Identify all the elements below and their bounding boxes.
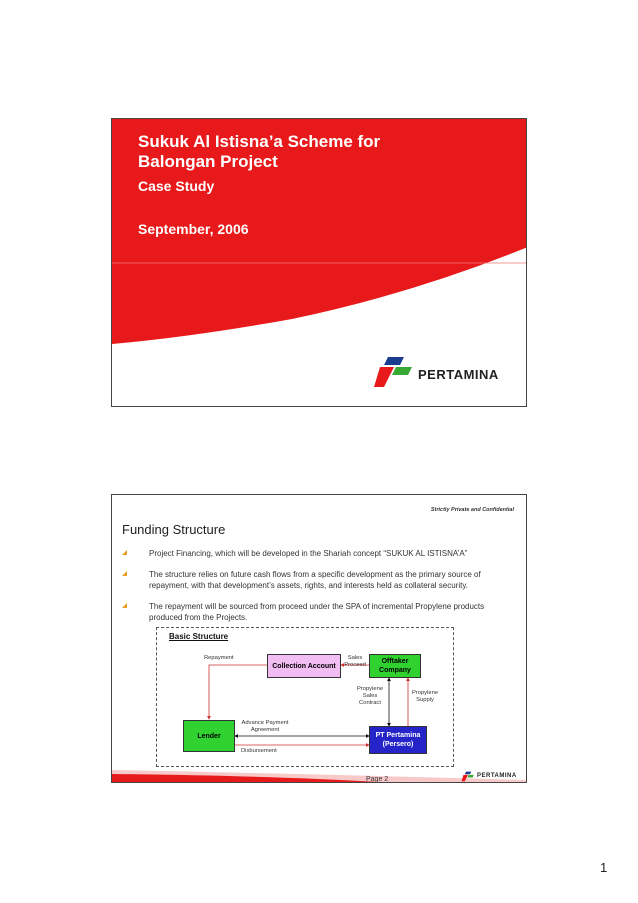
page-number: 1 [600, 860, 608, 875]
slide-title: Funding Structure [122, 522, 226, 537]
pertamina-node: PT Pertamina (Persero) [369, 726, 427, 754]
sales-proceed-label: Sales Proceed [344, 655, 366, 668]
propylene-sales-contract-label: Propylene Sales Contract [356, 686, 384, 706]
bullet-icon [122, 550, 127, 555]
diagram-title: Basic Structure [169, 632, 229, 641]
pertamina-logo-icon [374, 355, 414, 389]
basic-structure-diagram [156, 627, 454, 767]
bullet-icon [122, 603, 127, 608]
slide-date: September, 2006 [138, 221, 249, 237]
title-slide [111, 118, 527, 407]
bullet-icon [122, 571, 127, 576]
bullet-item: The repayment will be sourced from proceed under the SPA of incremental Propylene products produced from the Projects. [122, 601, 517, 623]
slide-subtitle: Case Study [138, 178, 215, 194]
repayment-label: Repayment [204, 655, 234, 661]
disbursement-label: Disbursement [241, 748, 277, 754]
logo-text: PERTAMINA [477, 773, 517, 779]
logo-text: PERTAMINA [418, 367, 499, 382]
confidential-notice: Strictly Private and Confidential [430, 507, 514, 513]
advance-payment-label: Advance Payment Agreement [241, 720, 289, 733]
pertamina-logo-icon [461, 771, 475, 782]
bullet-item: The structure relies on future cash flows from a specific development as the primary source of repayment, with that development’s assets, rights, and interests held as collateral security. [122, 569, 517, 591]
offtaker-company-node: Offtaker Company [369, 654, 421, 678]
propylene-supply-label: Propylene Supply [411, 690, 439, 703]
collection-account-node: Collection Account [267, 654, 341, 678]
funding-structure-slide [111, 494, 527, 783]
bullet-item: Project Financing, which will be developed in the Shariah concept “SUKUK AL ISTISNA’A” [122, 548, 517, 559]
slide-title: Sukuk Al Istisna’a Scheme for Balongan Project [138, 132, 381, 171]
lender-node: Lender [183, 720, 235, 752]
page-footer: Page 2 [366, 776, 389, 783]
